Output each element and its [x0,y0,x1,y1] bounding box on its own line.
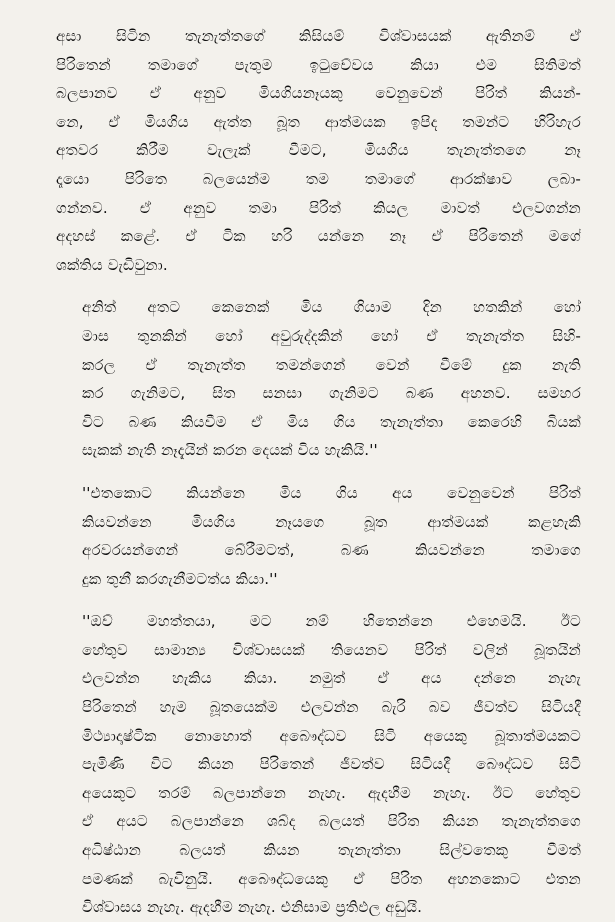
paragraph-1 [56,22,581,279]
paragraph-4 [56,607,581,922]
text-line: ඒ අයට බලපාන්නෙ ශබ්ද බලයත් පිරිත කියන තැනැත්තගෙ [82,812,581,831]
text-line: පිරිතෙන් හැම බූතයෙක්ම එලවන්න බැරි බව ජීවත්ව සිටියදී [82,698,581,717]
text-line: දෑයො පිරිතෙ බලයෙන්ම තම තමාගේ ආරක්ෂාව ලබා- [56,169,581,188]
text-line: මාස තුනකින් හෝ අවුරුද්දකින් හෝ ඒ තැනැත්ත සිහි- [82,326,581,345]
text-line: පිරිතෙන් තමාගේ පැතුම ඉටුවේවය කියා එම සිතිමත් [56,55,581,74]
text-line: දුක තුනී කරගැනීමටත්ය කියා.'' [82,569,278,588]
text-line: ''ඔව් මහත්තයා, මට නම් හිතෙන්නෙ එහෙමයි. ඊට [82,612,581,631]
text-line: කියවන්නෙ මියගිය නෑයගෙ බූත ආත්මයක් කළහැකි [82,512,581,531]
text-line: කරල ඒ තැනැත්ත තමන්ගෙන් වෙන් වීමේ දුක නැති [82,355,581,374]
text-line: විශ්වාසය නැහැ. ඇදහීම නැහැ. එනිසාම ප්‍රතිඵල අඩුයි. [82,898,423,917]
text-line: අයෙකුට තරම් බලපාන්නෙ නැහැ. ඇදහීම නැහැ. ඊට හේතුව [82,783,581,802]
text-line: ''එතකොට කියන්නෙ මිය ගිය අය වෙනුවෙන් පිරිත් [82,483,581,502]
text-line: අධිෂ්ඨාන බලයත් කියන තැනැත්තා සිල්වතෙකු වීමත් [82,841,581,860]
text-line: එලවන්න හැකිය කියා. නමුත් ඒ අය දන්නෙ නැහැ [82,669,581,688]
text-line: අදහස් කළේ. ඒ ටික හරි යන්නෙ නෑ ඒ පිරිතෙන් මගේ [56,227,581,246]
paragraph-3 [56,479,581,593]
text-line: කර ගැනිමට, සිත සනසා ගැනිමට බණ අහනව. සමහර [82,384,581,403]
text-line: අනිත් අතට කෙනෙක් මිය ගියාම දින හතකින් හෝ [82,298,581,317]
text-line: අසා සිටින තැනැත්තගේ කිසියම් විශ්වාසයක් ඇතිනම් ඒ [56,27,581,45]
text-line: සැකක් නැති නෑදැයින් කරන දෙයක් විය හැකියි.'' [82,441,378,460]
text-line: මිථ්‍යාදෘෂ්ටික නොහොත් අබෞද්ධව සිටි අයෙකු බූතාත්මයකට [82,726,581,745]
text-line: අතවර කිරීම වැලැක් වීමට, මියගිය තැනැත්තගෙ නෑ [56,141,581,160]
text-line: විට බණ කියවීම ඒ මිය ගිය තැනැත්තා කෙරෙහි බියක් [82,412,581,431]
text-line: ශක්තිය වැඩිවුනා. [56,255,168,274]
text-line: පැමිණි විට කියන පිරිතෙන් ජීවත්ව සිටියදී බෞද්ධව සිටි [82,755,581,774]
text-line: අරවරයන්ගෙන් බේරීමටත්, බණ කියවන්නෙ තමාගෙ [82,541,581,560]
text-line: හේතුව සාමාන්‍ය විශ්වාසයක් තියෙනව පිරිත් වලින් බූතයින් [82,640,581,659]
text-line: බලපානව ඒ අනුව මියගියනෑයකු වෙනුවෙන් පිරිත් කියන්- [56,84,581,103]
text-line: පමණක් බැවිනුයි. අබෞද්ධයෙකු ඒ පිරිත අහනකොට එතන [82,869,581,888]
text-line: නෙ, ඒ මියගිය ඇත්ත බූත ආත්මයක ඉපිද තමන්ට හිරිහැර [56,112,581,131]
paragraph-2 [56,293,581,465]
text-line: ගන්නව. ඒ අනුව තමා පිරිත් කියල මාවත් එලවගන්න [56,198,581,217]
